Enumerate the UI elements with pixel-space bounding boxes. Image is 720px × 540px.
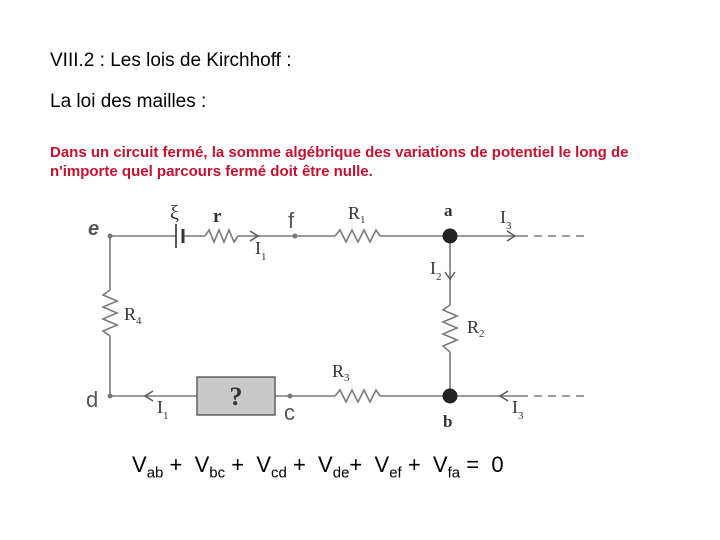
resistor-r4 bbox=[103, 290, 117, 336]
resistor-r4-label: $R_4$ bbox=[124, 304, 142, 327]
loop-law-definition: Dans un circuit fermé, la somme algébrique des variations de potentiel le long de n'importe quel parcours fermé doit être nulle. bbox=[50, 144, 629, 180]
equation-rhs: 0 bbox=[491, 452, 504, 477]
emf-label: ξ bbox=[170, 202, 179, 224]
current-i1-top-label: $I_1$ bbox=[255, 238, 267, 263]
resistor-r2 bbox=[443, 305, 457, 352]
node-b-label: b bbox=[443, 412, 453, 431]
operator: = bbox=[460, 452, 486, 477]
node-c-label: c bbox=[284, 400, 295, 425]
resistor-r1 bbox=[335, 230, 380, 242]
node-b-dot bbox=[443, 389, 458, 404]
node-e-dot bbox=[108, 234, 113, 239]
resistor-r3-label: $R_3$ bbox=[332, 361, 350, 384]
resistor-r2-label: $R_2$ bbox=[467, 317, 485, 340]
operator: + bbox=[286, 452, 312, 477]
term-vef: $V_{ef}$ bbox=[374, 452, 402, 482]
node-f-dot bbox=[293, 234, 298, 239]
term-vbc: $V_{bc}$ bbox=[194, 452, 226, 482]
slide-subtitle: La loi des mailles : bbox=[50, 91, 207, 112]
node-a-label: a bbox=[444, 201, 453, 220]
kirchhoff-loop-equation bbox=[132, 452, 504, 481]
unknown-component-label: ? bbox=[229, 382, 243, 411]
resistor-r1-label: $R_1$ bbox=[348, 203, 366, 226]
current-i3-top-label: $I_3$ bbox=[500, 207, 512, 232]
operator: + bbox=[163, 452, 189, 477]
operator: + bbox=[401, 452, 427, 477]
term-vcd: $V_{cd}$ bbox=[256, 452, 287, 482]
node-d-label: d bbox=[86, 387, 99, 412]
term-vde: $V_{de}$ bbox=[318, 452, 350, 482]
operator: + bbox=[349, 452, 369, 477]
current-i2-label: $I_2$ bbox=[430, 258, 442, 283]
current-i3-bottom-label: $I_3$ bbox=[512, 397, 524, 422]
operator: + bbox=[225, 452, 251, 477]
node-a-dot bbox=[443, 229, 458, 244]
node-c-dot bbox=[288, 394, 293, 399]
node-e-label: e bbox=[88, 218, 100, 240]
node-d-dot bbox=[108, 394, 113, 399]
current-i1-bottom-label: $I_1$ bbox=[157, 397, 169, 422]
resistor-r bbox=[205, 230, 238, 242]
term-vab: $V_{ab}$ bbox=[132, 452, 164, 482]
term-vfa: $V_{fa}$ bbox=[432, 452, 461, 482]
resistor-r-label: r bbox=[213, 206, 222, 227]
resistor-r3 bbox=[335, 390, 380, 402]
slide-title: VIII.2 : Les lois de Kirchhoff : bbox=[50, 50, 292, 71]
node-f-label: f bbox=[288, 208, 295, 233]
